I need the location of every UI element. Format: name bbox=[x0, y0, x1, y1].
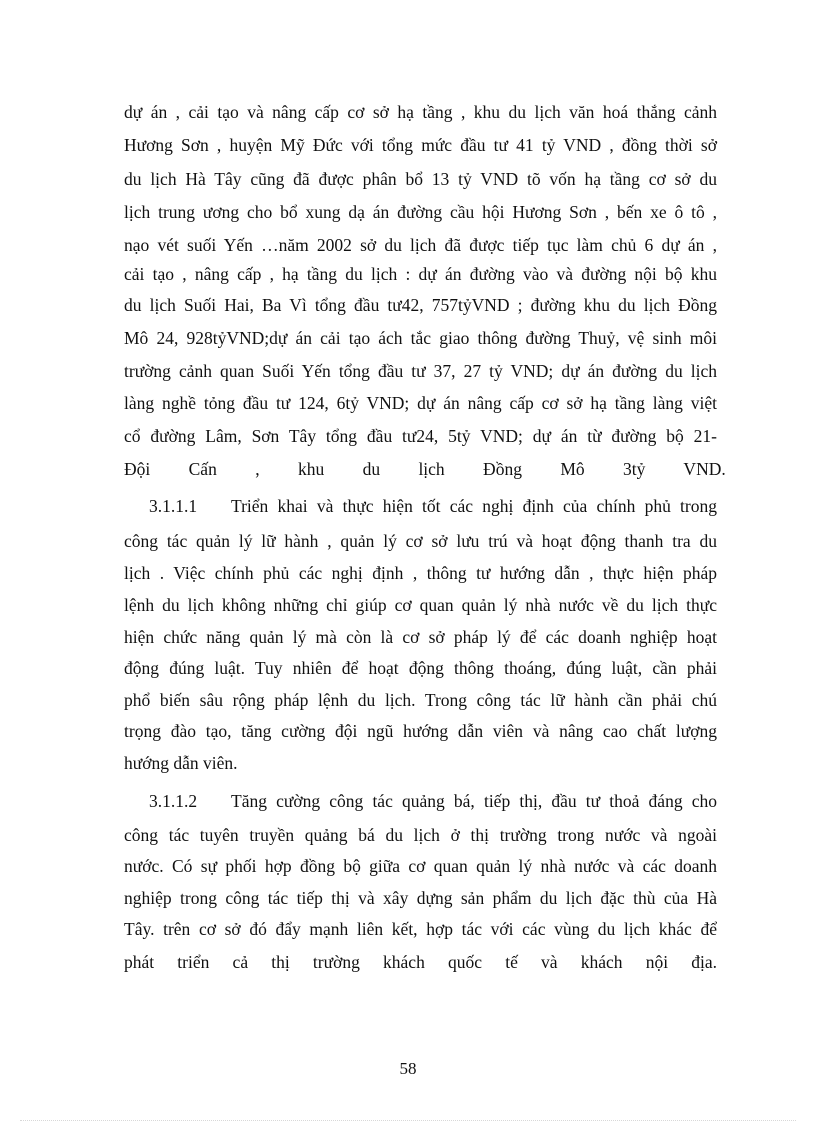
paragraph-1-line-3: du lịch Hà Tây cũng đã được phân bổ 13 tỷ VND tõ vốn hạ tầng cơ sở du bbox=[124, 169, 717, 189]
section-3-line-2: công tác tuyên truyền quảng bá du lịch ở thị trường trong nước và ngoài bbox=[124, 825, 717, 845]
section-3-first-line bbox=[149, 790, 717, 812]
section-2-number: 3.1.1.1 bbox=[149, 496, 198, 516]
section-2-line-6: động đúng luật. Tuy nhiên để hoạt động thông thoáng, đúng luật, cần phải bbox=[124, 658, 717, 678]
paragraph-1-line-10: làng nghề tỏng đầu tư 124, 6tỷ VND; dự án nâng cấp cơ sở hạ tầng làng việt bbox=[124, 393, 717, 413]
section-2-line-8: trọng đào tạo, tăng cường đội ngũ hướng dẫn viên và nâng cao chất lượng bbox=[124, 721, 717, 741]
paragraph-1-line-12: Đội Cấn , khu du lịch Đồng Mô 3tỷ VND. bbox=[124, 459, 726, 479]
section-3-line-1: Tăng cường công tác quảng bá, tiếp thị, đầu tư thoả đáng cho bbox=[231, 791, 717, 811]
section-2-line-7: phổ biến sâu rộng pháp lệnh du lịch. Trong công tác lữ hành cần phải chú bbox=[124, 690, 717, 710]
section-3-line-5: Tây. trên cơ sở đó đẩy mạnh liên kết, hợp tác với các vùng du lịch khác để bbox=[124, 919, 717, 939]
paragraph-1-line-9: trường cảnh quan Suối Yến tổng đầu tư 37, 27 tỷ VND; dự án đường du lịch bbox=[124, 361, 717, 381]
section-3-number: 3.1.1.2 bbox=[149, 791, 198, 811]
paragraph-1-line-8: Mô 24, 928tỷVND;dự án cải tạo ách tắc giao thông đường Thuỷ, vệ sinh môi bbox=[124, 328, 717, 348]
paragraph-1-line-4: lịch trung ương cho bổ xung dạ án đường cầu hội Hương Sơn , bến xe ô tô , bbox=[124, 202, 717, 222]
page-number: 58 bbox=[399, 1059, 417, 1078]
section-2-line-5: hiện chức năng quản lý mà còn là cơ sở pháp lý để các doanh nghiệp hoạt bbox=[124, 627, 717, 647]
paragraph-1-line-6: cải tạo , nâng cấp , hạ tầng du lịch : dự án đường vào và đường nội bộ khu bbox=[124, 264, 717, 284]
page-bottom-divider bbox=[20, 1120, 796, 1121]
paragraph-1-line-2: Hương Sơn , huyện Mỹ Đức với tổng mức đầu tư 41 tỷ VND , đồng thời sở bbox=[124, 135, 717, 155]
section-3-line-6: phát triển cả thị trường khách quốc tế và khách nội địa. bbox=[124, 952, 717, 972]
section-3-line-4: nghiệp trong công tác tiếp thị và xây dựng sản phẩm du lịch đặc thù của Hà bbox=[124, 888, 717, 908]
paragraph-1-line-11: cổ đường Lâm, Sơn Tây tổng đầu tư24, 5tỷ VND; dự án từ đường bộ 21- bbox=[124, 426, 717, 446]
paragraph-1-line-7: du lịch Suối Hai, Ba Vì tổng đầu tư42, 757tỷVND ; đường khu du lịch Đồng bbox=[124, 295, 717, 315]
section-2-line-3: lịch . Việc chính phủ các nghị định , thông tư hướng dẫn , thực hiện pháp bbox=[124, 563, 717, 583]
section-2-first-line bbox=[149, 495, 717, 517]
section-3-line-3: nước. Có sự phối hợp đồng bộ giữa cơ quan quản lý nhà nước và các doanh bbox=[124, 856, 717, 876]
section-2-line-4: lệnh du lịch không những chỉ giúp cơ quan quản lý nhà nước về du lịch thực bbox=[124, 595, 717, 615]
paragraph-1-line-5: nạo vét suối Yến …năm 2002 sở du lịch đã được tiếp tục làm chủ 6 dự án , bbox=[124, 235, 717, 255]
section-2-line-2: công tác quản lý lữ hành , quản lý cơ sở lưu trú và hoạt động thanh tra du bbox=[124, 531, 717, 551]
section-2-line-9: hướng dẫn viên. bbox=[124, 753, 238, 773]
paragraph-1-line-1: dự án , cải tạo và nâng cấp cơ sở hạ tầng , khu du lịch văn hoá thắng cảnh bbox=[124, 102, 717, 122]
section-2-line-1: Triển khai và thực hiện tốt các nghị định của chính phủ trong bbox=[231, 496, 717, 516]
